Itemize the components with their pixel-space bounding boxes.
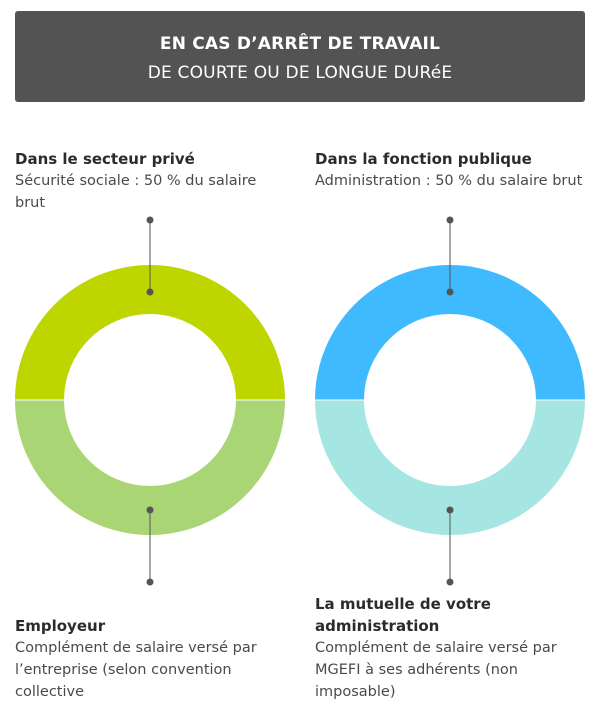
donut-0-bottom-slice-dot <box>147 507 154 514</box>
banner-title: EN CAS D’ARRÊT DE TRAVAIL <box>159 34 441 54</box>
employer-label <box>15 615 295 703</box>
donut-0-bottom-end-dot <box>147 579 154 586</box>
donut-0-top-end-dot <box>147 217 154 224</box>
mutuelle-title: La mutuelle de votre administration <box>315 595 491 635</box>
donut-0-top-slice-dot <box>147 289 154 296</box>
donut-1-top-end-dot <box>447 217 454 224</box>
employer-title: Employeur <box>15 617 106 635</box>
mutuelle-desc: Complément de salaire versé par MGEFI à ses adhérents (non imposable) <box>315 640 557 700</box>
private-sector-label <box>15 148 285 214</box>
banner-subtitle: DE COURTE OU DE LONGUE DURéE <box>147 63 453 83</box>
public-sector-title: Dans la fonction publique <box>315 150 532 168</box>
private-sector-title: Dans le secteur privé <box>15 150 195 168</box>
mutuelle-label <box>315 593 590 703</box>
public-sector-desc: Administration : 50 % du salaire brut <box>315 173 583 189</box>
donut-1-bottom-slice-dot <box>447 507 454 514</box>
donut-1-top-slice-dot <box>447 289 454 296</box>
private-sector-desc: Sécurité sociale : 50 % du salaire brut <box>15 173 257 211</box>
employer-desc: Complément de salaire versé par l’entreprise (selon convention collective <box>15 640 257 700</box>
public-sector-label <box>315 148 585 192</box>
donut-1-bottom-end-dot <box>447 579 454 586</box>
